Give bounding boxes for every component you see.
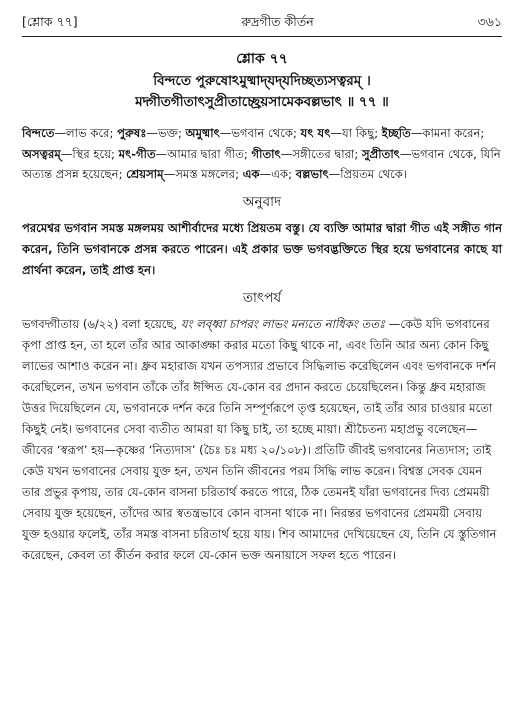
synonym-meaning: কামনা করেন;: [422, 126, 485, 140]
verse-label: শ্লোক ৭৭: [236, 51, 288, 67]
synonym-meaning: এক;: [271, 167, 296, 181]
synonym-meaning: স্থির হয়ে;: [72, 146, 119, 161]
word-meanings: বিন্দতে—লাভ করে; পুরুষঃ—ভক্ত; অমুষ্মাৎ—ভগবান থেকে; যৎ যৎ—যা কিছু; ইচ্ছতি—কামনা করেন; অসত্বরম্—স্থির হয়ে; মৎ-গীত—আমার দ্বারা গীত; গীতাৎ—সঙ্গীতের দ্বারা; সুপ্রীতাৎ—ভগবান থেকে, যিনি অত্যন্ত প্রসন্ন হয়েছেন; শ্রেয়সাম্—সমস্ত মঙ্গলের; এক—এক; বল্লভাৎ—প্রিয়তম থেকে।: [22, 126, 501, 181]
synonym-term: মৎ-গীত: [118, 146, 156, 161]
synonym-meaning: ভক্ত;: [158, 126, 186, 140]
synonym-meaning: ভগবান থেকে;: [231, 126, 301, 140]
synonym-term: সুপ্রীতাৎ: [361, 146, 400, 161]
synonym-term: ইচ্ছতি: [381, 126, 411, 140]
synonym-meaning: সমস্ত মঙ্গলের;: [175, 167, 243, 181]
verse-line-1: বিন্দতে পুরুষোঽমুষ্মাদ্‌যদ্‌যদিচ্ছত্যসত্বরম্‌ ।: [153, 73, 371, 89]
synonym-term: অমুষ্মাৎ: [185, 126, 220, 140]
verse-line-2: মদ্গীতগীতাৎসুপ্রীতাচ্ছ্রেয়সামেকবল্লভাৎ ॥ ৭৭ ॥: [135, 94, 389, 110]
synonym-meaning: সঙ্গীতের দ্বারা;: [292, 146, 362, 161]
purport-quote: যং লব্ধ্বা চাপরং লাভং মন্যতে নাধিকং ততঃ: [180, 316, 386, 331]
synonym-term: এক: [242, 167, 260, 181]
purport-body: —কেউ যদি ভগবানের কৃপা প্রাপ্ত হন, তা হলে তাঁর আর আকাঙ্ক্ষা করার মতো কিছু থাকে না, এবং তিনি আর অন্য কোন কিছু লাভের আশাও করেন না। ধ্রুব মহারাজ যখন তপস্যার প্রভাবে সিদ্ধিলাভ করেছিলেন এবং ভগবানকে দর্শন করেছিলেন, তখন ভগবান তাঁকে তাঁর ঈপ্সিত যে-কোন বর প্রদান করতে চেয়েছিলেন। কিন্তু ধ্রুব মহারাজ উত্তর দিয়েছিলেন যে, ভগবানকে দর্শন করে তিনি সম্পূর্ণরূপে তৃপ্ত হয়েছেন, তাই তাঁর আর চাওয়ার মতো কিছুই নেই। ভগবানের সেবা ব্যতীত আমরা যা কিছু চাই, তা হচ্ছে মায়া। শ্রীচৈতন্য মহাপ্রভু বলেছেন—জীবের ‘স্বরূপ’ হয়—কৃষ্ণের ‘নিত্যদাস’ (চৈঃ চঃ মধ্য ২০/১০৮)। প্রতিটি জীবই ভগবানের নিত্যদাস; তাই কেউ যখন ভগবানের সেবায় যুক্ত হন, তখন তিনি জীবনের পরম সিদ্ধি লাভ করেন। বিশ্বস্ত সেবক যেমন তার প্রভুর কৃপায়, তার যে-কোন বাসনা চরিতার্থ করতে পারে, ঠিক তেমনই যাঁরা ভগবানের দিব্য প্রেমময়ী সেবায় যুক্ত হয়েছেন, তাঁদের আর স্বতন্ত্রভাবে কোন বাসনা থাকে না। নিরন্তর ভগবানের প্রেমময়ী সেবায় যুক্ত হওয়ার ফলেই, তাঁর সমস্ত বাসনা চরিতার্থ হয়ে যায়। শিব আমাদের দেখিয়েছেন যে, তিনি যে স্তুতিগান করেছেন, কেবল তা কীর্তন করার ফলে যে-কোন ভক্ত অনায়াসে সফল হতে পারেন।: [22, 316, 497, 562]
synonym-meaning: আমার দ্বারা গীত;: [167, 146, 252, 161]
purport-heading: তাৎপর্য: [242, 289, 282, 306]
translation-heading: অনুবাদ: [242, 193, 282, 210]
header-chapter-title: রুদ্রগীত কীর্তন: [241, 14, 314, 29]
book-page: [22, 14, 502, 566]
synonym-term: বিন্দতে: [22, 126, 55, 140]
synonym-term: যৎ যৎ: [300, 126, 331, 140]
synonym-meaning: প্রিয়তম থেকে।: [340, 167, 408, 181]
purport-text: [22, 314, 502, 566]
header-rule: [22, 36, 502, 37]
synonym-term: অসত্বরম্: [22, 146, 61, 161]
synonym-meaning: ভগবান থেকে, যিনি অত্যন্ত প্রসন্ন হয়েছেন;: [22, 146, 501, 181]
synonym-term: পুরুষঃ: [117, 126, 147, 140]
purport-intro: ভগবদ্গীতায় (৬/২২) বলা হয়েছে,: [22, 316, 181, 331]
translation-text: পরমেশ্বর ভগবান সমস্ত মঙ্গলময় আশীর্বাদের মধ্যে প্রিয়তম বস্তু। যে ব্যক্তি আমার দ্বারা গীত এই সঙ্গীত গান করেন, তিনি ভগবানকে প্রসন্ন করতে পারেন। এই প্রকার ভক্ত ভগবদ্ভক্তিতে স্থির হয়ে ভগবানের কাছে যা প্রার্থনা করেন, তাই প্রাপ্ত হন।: [22, 220, 502, 277]
synonym-term: বল্লভাৎ: [295, 167, 329, 181]
page-number: ৩৬১: [477, 14, 502, 29]
synonym-term: শ্রেয়সাম্: [126, 167, 164, 181]
page-header: [22, 14, 502, 34]
synonym-meaning: লাভ করে;: [66, 126, 118, 140]
header-verse-number: [শ্লোক ৭৭]: [22, 14, 78, 29]
synonym-term: গীতাৎ: [251, 146, 281, 161]
synonym-meaning: যা কিছু;: [342, 126, 382, 140]
